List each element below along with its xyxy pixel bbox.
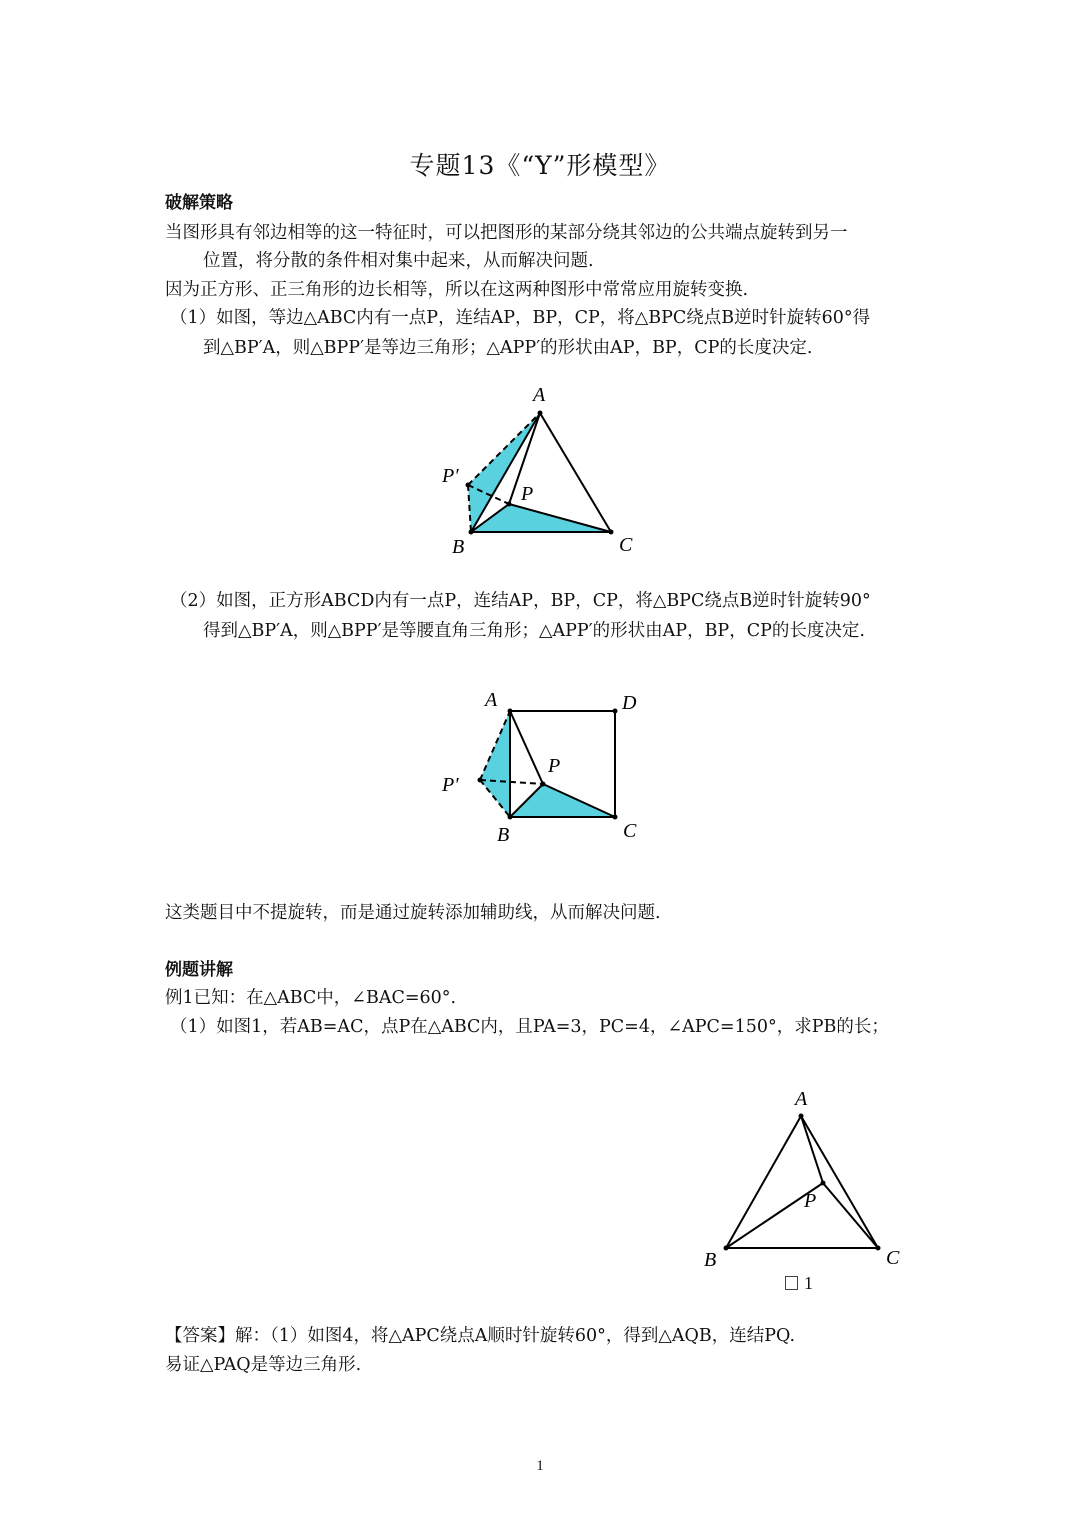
page-title: 专题13《“Y”形模型》 (409, 151, 671, 180)
paragraph-line: 位置，将分散的条件相对集中起来，从而解决问题. (203, 251, 594, 271)
label-a: A (485, 689, 498, 711)
example-question: （1）如图1，若AB=AC，点P在△ABC内，且PA=3，PC=4，∠APC=150°，求PB的长； (170, 1017, 889, 1037)
segment-cp (823, 1183, 878, 1248)
section-heading-strategy: 破解策略 (165, 193, 233, 213)
label-c: C (623, 820, 637, 842)
label-a: A (533, 384, 546, 406)
answer-line: 【答案】解：（1）如图4，将△APC绕点A顺时针旋转60°，得到△AQB，连结PQ. (165, 1326, 796, 1346)
figure-square (430, 680, 660, 855)
paragraph-line: 因为正方形、正三角形的边长相等，所以在这两种图形中常常应用旋转变换. (165, 280, 749, 300)
caption-number: 1 (804, 1273, 813, 1293)
paragraph-line: 当图形具有邻边相等的这一特征时，可以把图形的某部分绕其邻边的公共端点旋转到另一 (165, 223, 848, 243)
section-heading-examples: 例题讲解 (165, 960, 233, 980)
label-b: B (704, 1249, 717, 1271)
label-c: C (886, 1247, 900, 1269)
label-b: B (497, 824, 510, 846)
item2-line: （2）如图，正方形ABCD内有一点P，连结AP，BP，CP，将△BPC绕点B逆时针旋转90° (170, 591, 871, 611)
example-line: 例1已知：在△ABC中，∠BAC=60°. (165, 988, 457, 1008)
figure-example-1 (700, 1085, 920, 1270)
figure-equilateral-triangle (430, 380, 660, 565)
page-number: 1 (536, 1458, 544, 1474)
label-p: P (548, 755, 561, 777)
item1-line: 到△BP′A，则△BPP′是等边三角形；△APP′的形状由AP，BP，CP的长度决定. (203, 338, 813, 358)
side-ca (540, 413, 611, 532)
label-p-prime: P′ (442, 774, 459, 796)
label-b: B (452, 536, 465, 558)
missing-glyph-box (785, 1276, 798, 1290)
figure-caption (785, 1273, 813, 1294)
label-p: P (521, 483, 534, 505)
note-line: 这类题目中不提旋转，而是通过旋转添加辅助线，从而解决问题. (165, 903, 661, 923)
label-p-prime: P′ (442, 465, 459, 487)
label-c: C (619, 534, 633, 556)
segment-ap (510, 711, 543, 784)
label-p: P (804, 1190, 817, 1212)
item2-line: 得到△BP′A，则△BPP′是等腰直角三角形；△APP′的形状由AP，BP，CP的长度决定. (203, 621, 865, 641)
shaded-triangle-bpc (471, 504, 611, 532)
label-d: D (622, 692, 637, 714)
side-ab (726, 1116, 801, 1248)
label-a: A (795, 1088, 808, 1110)
side-ca (801, 1116, 878, 1248)
item1-line: （1）如图，等边△ABC内有一点P，连结AP，BP，CP，将△BPC绕点B逆时针旋转60°得 (170, 308, 871, 328)
answer-line: 易证△PAQ是等边三角形. (165, 1355, 362, 1375)
shaded-triangle-ap1b (480, 711, 510, 817)
